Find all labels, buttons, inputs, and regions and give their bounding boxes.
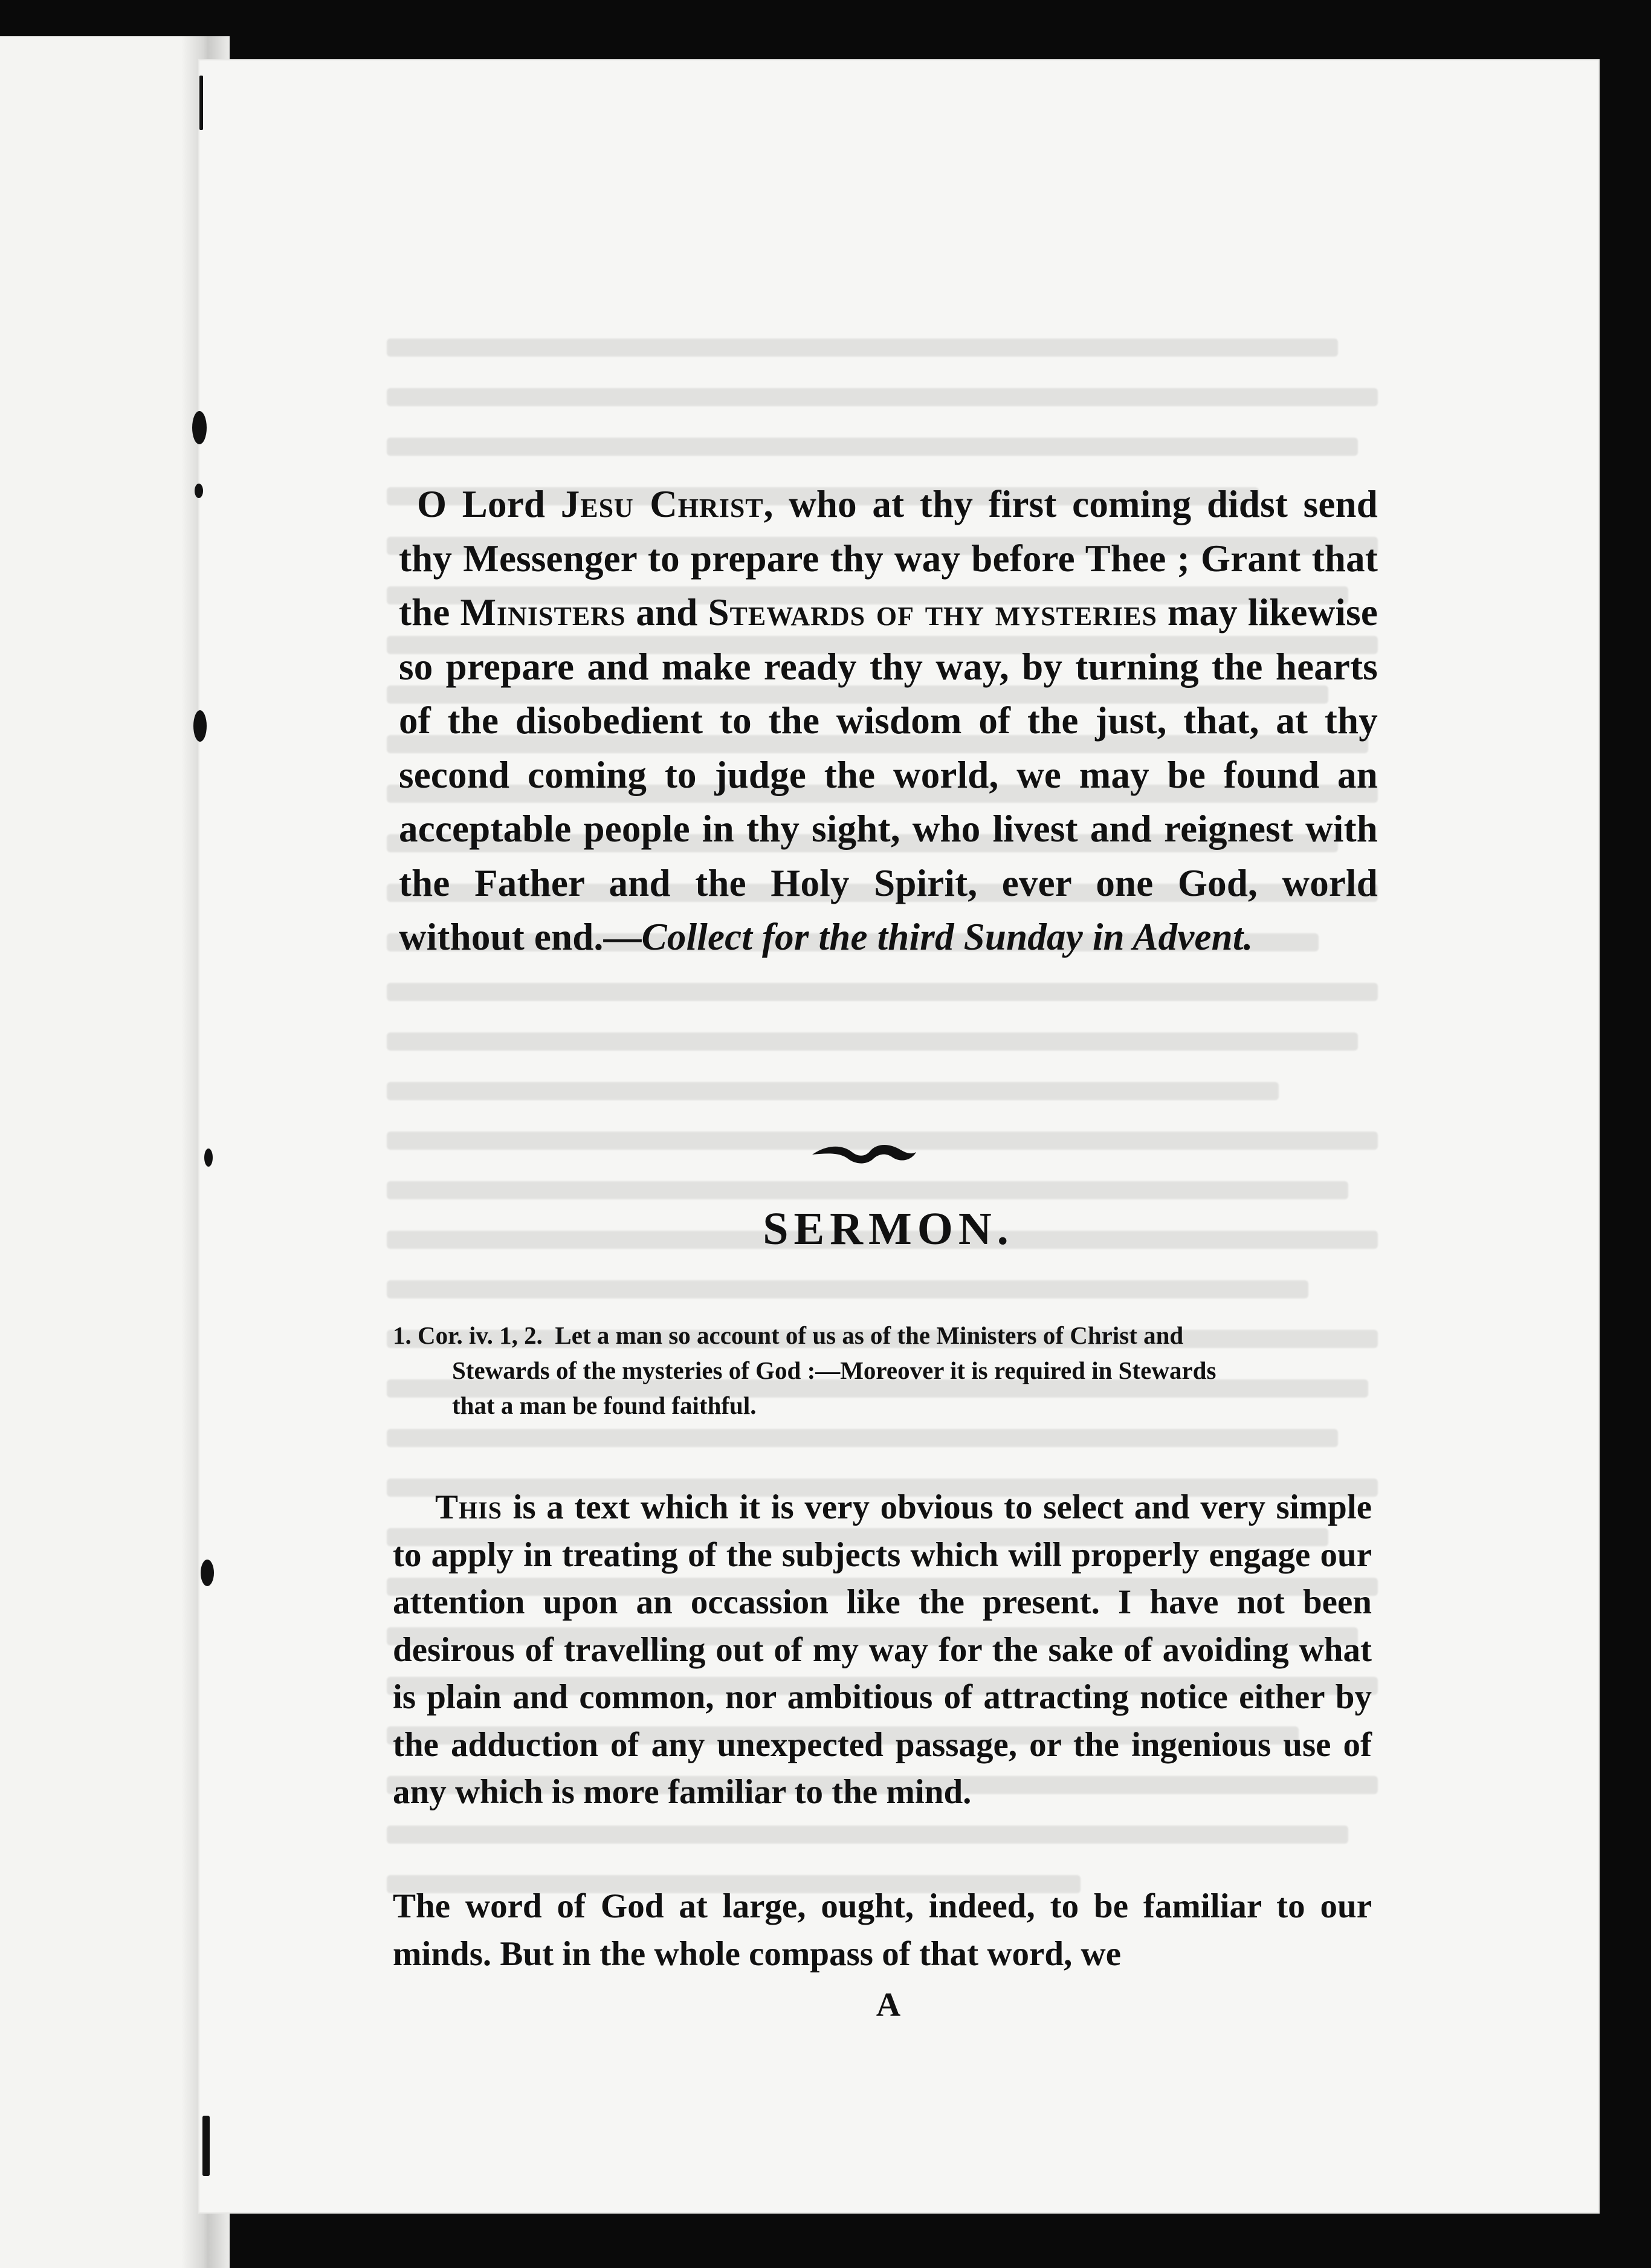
collect-attribution: Collect for the third Sunday in Advent. <box>641 916 1253 958</box>
collect-and: and <box>625 591 708 633</box>
ink-speck <box>201 1560 214 1586</box>
scripture-line-1: Let a man so account of us as of the Ministers of Christ and <box>555 1321 1184 1349</box>
scripture-line-2: Stewards of the mysteries of God :—Moreover it is required in Stewards <box>452 1356 1216 1384</box>
printer-signature-mark: A <box>876 1986 901 2024</box>
scripture-line-3: that a man be found faithful. <box>452 1392 757 1419</box>
paragraph-first-word: This <box>435 1488 502 1526</box>
collect-text-part1: , who at thy first coming didst send thy Messenger to prepare thy way before Thee ; Grant that the <box>399 483 1378 633</box>
collect-text-part2: may likewise so prepare and make ready thy way, by turning the hearts of the disobedient to the wisdom of the just, that, at thy second coming to judge the world, we may be found an acceptable people in thy sight, who livest and reignest with the Father and the Holy Spirit, ever one God, world without end.— <box>399 591 1378 958</box>
ink-speck <box>195 484 203 498</box>
collect-ministers: Ministers <box>460 591 626 633</box>
body-paragraph-1 <box>393 1484 1372 1816</box>
sermon-heading: SERMON. <box>763 1204 1014 1254</box>
scripture-citation: 1. Cor. iv. 1, 2. <box>393 1321 543 1349</box>
paragraph-1-text: is a text which it is very obvious to select and very simple to apply in treating of the subjects which will properly engage our attention upon an occassion like the present. I have not been desirous of travelling out of my way for the sake of avoiding what is plain and common, nor ambitious of attracting notice either by the adduction of any unexpected passage, or the ingenious use of any which is more familiar to the mind. <box>393 1488 1372 1811</box>
ornament-flourish <box>810 1136 919 1173</box>
collect-opening: O Lord <box>417 483 561 525</box>
ink-speck <box>199 76 203 130</box>
collect-prayer <box>399 478 1378 965</box>
body-paragraph-2: The word of God at large, ought, indeed, to be familiar to our minds. But in the whole compass of that word, we <box>393 1887 1372 1973</box>
ink-speck <box>204 1149 213 1167</box>
ink-speck <box>192 411 207 444</box>
collect-stewards: Stewards of thy mysteries <box>708 591 1157 633</box>
scripture-reference <box>393 1318 1378 1423</box>
ink-speck <box>193 710 207 742</box>
collect-name-jesu-christ: Jesu Christ <box>560 483 764 525</box>
ink-speck <box>202 2116 210 2176</box>
